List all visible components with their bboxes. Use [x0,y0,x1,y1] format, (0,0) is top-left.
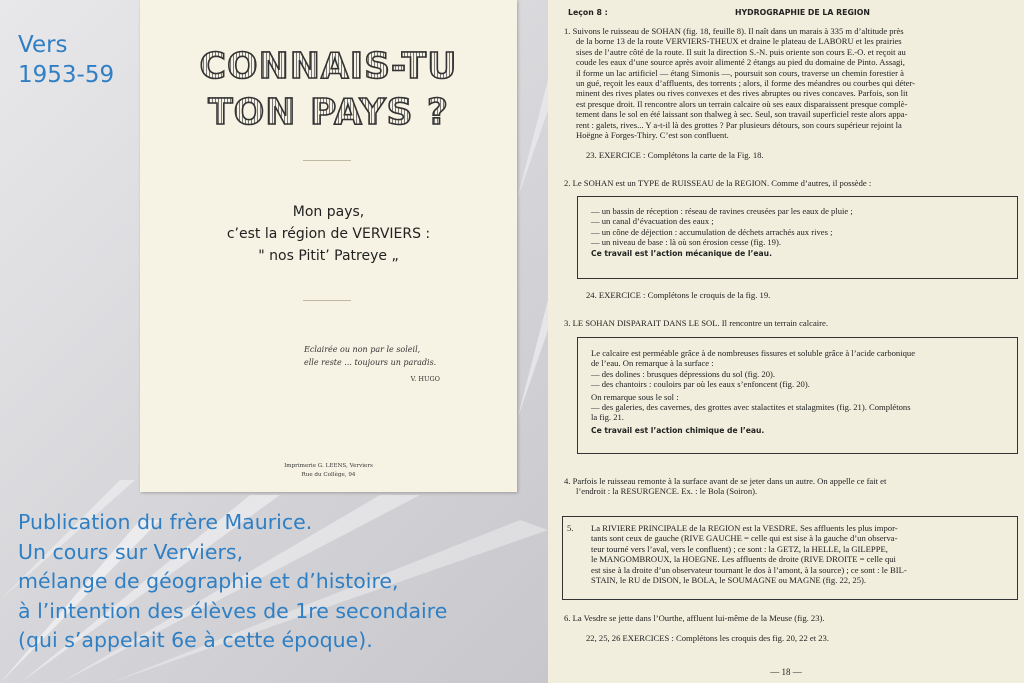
section-1-line: minent des rives plates ou rives convexes et des rives abruptes ou rives concaves. Parfois, son lit [576,88,908,99]
cover-printer-line: Imprimerie G. LEENS, Verviers [284,463,373,469]
box-3-line: On remarque sous le sol : [591,391,679,402]
section-1-line: de la borne 13 de la route VERVIERS-THEUX et draine le plateau de LABORU et les prairies [576,36,902,47]
section-1-line: tement dans le sol en été laissant son thalweg à sec. Seul, son travail superficiel reste alors appa- [576,109,908,120]
cover-printer [140,462,517,480]
cover-divider [303,160,351,161]
document-page [548,0,1024,683]
box-section-3 [577,337,1018,454]
section-4 [564,476,886,497]
cover-subtitle-line: " nos Pitit’ Patreye „ [258,248,399,264]
box-3-line: la fig. 21. [591,412,624,423]
box-2-line: — un canal d’évacuation des eaux ; [591,216,714,227]
box-3-line: — des dolines : brusques dépressions du sol (fig. 20). [591,368,776,379]
box-5-line: La RIVIERE PRINCIPALE de la REGION est la VESDRE. Ses affluents les plus impor- [591,523,898,533]
section-1-line: il forme un lac artificiel — étang Simonis —, poursuit son cours, traverse un chemin forestier à [576,67,904,78]
box-section-5 [562,516,1018,600]
section-1-line: coude les eaux d’une source après avoir alimenté 2 étangs au pied du domaine de Pinto. Assagi, [576,57,905,68]
section-1 [564,26,915,140]
box-5-line: STAIN, le RU de DISON, le BOLA, le SOUMAGNE ou MAGNE (fig. 22, 25). [591,575,867,586]
caption-years-line: 1953-59 [18,62,115,88]
cover-quote-line: Eclairée ou non par le soleil, [304,345,421,354]
caption-years [18,30,114,90]
caption-years-line: Vers [18,32,68,58]
cover-subtitle [140,201,517,267]
page-title: HYDROGRAPHIE DE LA REGION [735,8,870,17]
exercise-23: 23. EXERCICE : Complétons la carte de la Fig. 18. [586,150,764,160]
section-1-line: un gué, reçoit les eaux d’affluents, des torrents ; alors, il forme des méandres ou courbes qui déter- [576,78,916,89]
box-2-line: — un bassin de réception : réseau de ravines creusées par les eaux de pluie ; [591,206,853,216]
section-6: 6. La Vesdre se jette dans l’Ourthe, affluent lui-même de la Meuse (fig. 23). [564,613,825,623]
cover-title-line: CONNAIS-TU [199,46,458,87]
section-4-line: 4. Parfois le ruisseau remonte à la surface avant de se jeter dans un autre. On appelle ce fait et [564,476,887,486]
box-3-line: de l’eau. On remarque à la surface : [591,358,714,369]
box-2-line: — un cône de déjection : accumulation de déchets arrachés aux rives ; [591,226,833,237]
section-1-line: 1. Suivons le ruisseau de SOHAN (fig. 18, feuille 8). Il naît dans un marais à 335 m d’altitude près [564,26,904,36]
box-3-line: — des galeries, des cavernes, des grottes avec stalactites et stalagmites (fig. 21). Complétons [591,402,911,413]
caption-description [18,508,447,656]
lesson-label: Leçon 8 : [568,8,608,17]
box-3-line: Le calcaire est perméable grâce à de nombreuses fissures et soluble grâce à l’acide carbonique [591,348,916,358]
cover-title [140,44,517,136]
box-5-line: teur tourné vers l’aval, vers le confluent) ; ce sont : la GETZ, la HELLE, la GILEPPE, [591,543,888,554]
caption-description-line: (qui s’appelait 6e à cette époque). [18,628,373,652]
box-3-conclusion: Ce travail est l’action chimique de l’eau. [591,425,765,435]
box-2-conclusion: Ce travail est l’action mécanique de l’eau. [591,248,772,258]
caption-description-line: mélange de géographie et d’histoire, [18,569,399,593]
cover-title-line: TON PAYS ? [208,92,449,133]
section-1-line: rent : galets, rives... Y a-t-il là des grottes ? Par plusieurs détours, son cours supérieur rejoint la [576,119,902,130]
box-section-2 [577,196,1018,279]
cover-printer-line: Rue du Collège, 94 [301,472,356,478]
cover-subtitle-line: Mon pays, [292,204,365,220]
caption-description-line: Publication du frère Maurice. [18,510,313,534]
box-5-line: tants sont ceux de gauche (RIVE GAUCHE = celle qui est sise à la gauche d’un observa- [591,533,898,544]
section-4-line: l’endroit : la RESURGENCE. Ex. : le Bola (Soiron). [576,486,758,497]
exercise-22-25-26: 22, 25, 26 EXERCICES : Complétons les croquis des fig. 20, 22 et 23. [586,633,830,643]
box-5-line: le MANGOMBROUX, la HOEGNE. Les affluents de droite (RIVE DROITE = celle qui [591,554,896,565]
cover-divider [303,300,351,301]
caption-description-line: Un cours sur Verviers, [18,539,244,564]
exercise-24: 24. EXERCICE : Complétons le croquis de la fig. 19. [586,290,771,300]
box-5-number: 5. [567,523,574,533]
cover-quote [304,343,436,369]
section-1-line: Hoëgne à Forges-Thiry. C’est son confluent. [576,130,729,141]
cover-quote-author: V. HUGO [410,375,440,383]
cover-quote-line: elle reste ... toujours un paradis. [304,358,437,367]
box-2-line: — un niveau de base : là où son érosion cesse (fig. 19). [591,237,781,248]
book-cover [140,0,517,492]
section-1-line: est presque droit. Il rencontre alors un terrain calcaire où ses eaux disparaissent presque complè- [576,98,908,109]
box-5-line: est sise à la droite d’un observateur tournant le dos à l’amont, à la source) ; ce sont : le BIL- [591,564,907,575]
section-3: 3. LE SOHAN DISPARAIT DANS LE SOL. Il rencontre un terrain calcaire. [564,318,828,328]
section-1-line: sises de l’autre côté de la route. Il suit la direction S.-N. puis oriente son cours E.-O. et reçoit au [576,46,906,57]
page-number: — 18 — [770,667,802,677]
cover-subtitle-line: c’est la région de VERVIERS : [226,226,431,242]
box-3-line: — des chantoirs : couloirs par où les eaux s’enfoncent (fig. 20). [591,379,810,390]
caption-description-line: à l’intention des élèves de 1re secondaire [18,598,448,623]
section-2: 2. Le SOHAN est un TYPE de RUISSEAU de la REGION. Comme d’autres, il possède : [564,178,872,188]
